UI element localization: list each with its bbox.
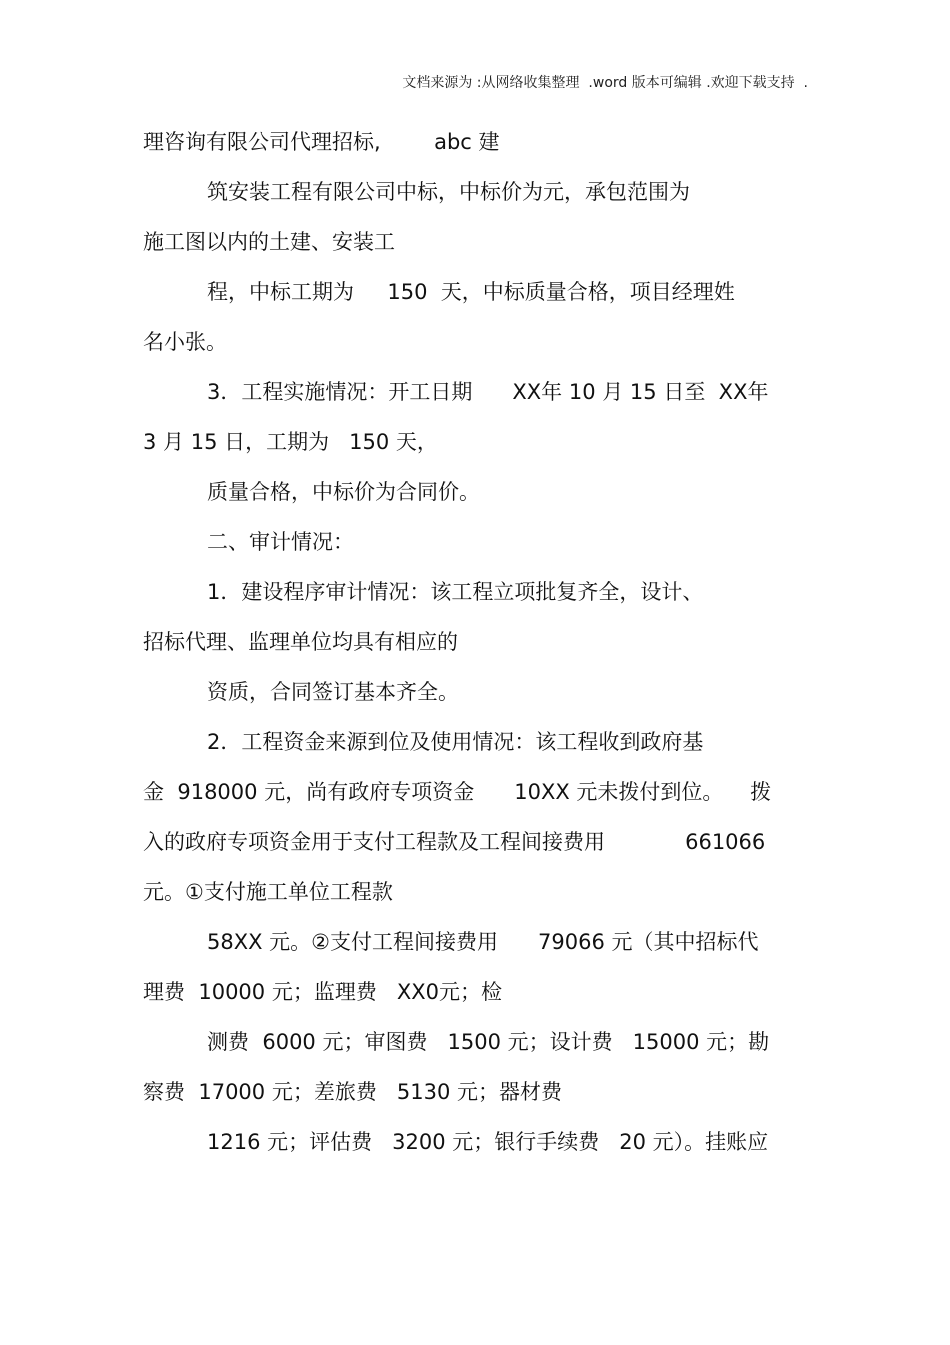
body-line-12: 资质，合同签订基本齐全。 <box>207 680 459 704</box>
body-line-1: 理咨询有限公司代理招标, abc 建 <box>143 130 500 154</box>
body-line-8: 质量合格，中标价为合同价。 <box>207 480 480 504</box>
body-line-18: 理费 10000 元；监理费 XX0元；检 <box>143 980 502 1004</box>
page-header-source-note: 文档来源为 :从网络收集整理 .word 版本可编辑 .欢迎下载支持 . <box>402 75 808 91</box>
body-line-19: 测费 6000 元；审图费 1500 元；设计费 15000 元；勘 <box>207 1030 770 1054</box>
body-line-16: 元。①支付施工单位工程款 <box>143 880 393 904</box>
body-line-6: 3．工程实施情况：开工日期 XX年 10 月 15 日至 XX年 <box>207 380 769 404</box>
body-line-20: 察费 17000 元；差旅费 5130 元；器材费 <box>143 1080 562 1104</box>
body-line-15: 入的政府专项资金用于支付工程款及工程间接费用 661066 <box>143 830 766 854</box>
body-line-10: 1．建设程序审计情况：该工程立项批复齐全，设计、 <box>207 580 704 604</box>
section-heading-audit: 二、审计情况： <box>207 530 354 554</box>
body-line-5: 名小张。 <box>143 330 227 354</box>
body-line-7: 3 月 15 日，工期为 150 天， <box>143 430 438 454</box>
body-line-14: 金 918000 元，尚有政府专项资金 10XX 元未拨付到位。 拨 <box>143 780 772 804</box>
body-line-17: 58XX 元。②支付工程间接费用 79066 元（其中招标代 <box>207 930 759 954</box>
body-line-21: 1216 元；评估费 3200 元；银行手续费 20 元）。挂账应 <box>207 1130 769 1154</box>
body-line-11: 招标代理、监理单位均具有相应的 <box>143 630 458 654</box>
body-line-3: 施工图以内的土建、安装工 <box>143 230 395 254</box>
body-line-13: 2．工程资金来源到位及使用情况：该工程收到政府基 <box>207 730 704 754</box>
body-line-2: 筑安装工程有限公司中标，中标价为元，承包范围为 <box>207 180 690 204</box>
body-line-4: 程，中标工期为 150 天，中标质量合格，项目经理姓 <box>207 280 735 304</box>
